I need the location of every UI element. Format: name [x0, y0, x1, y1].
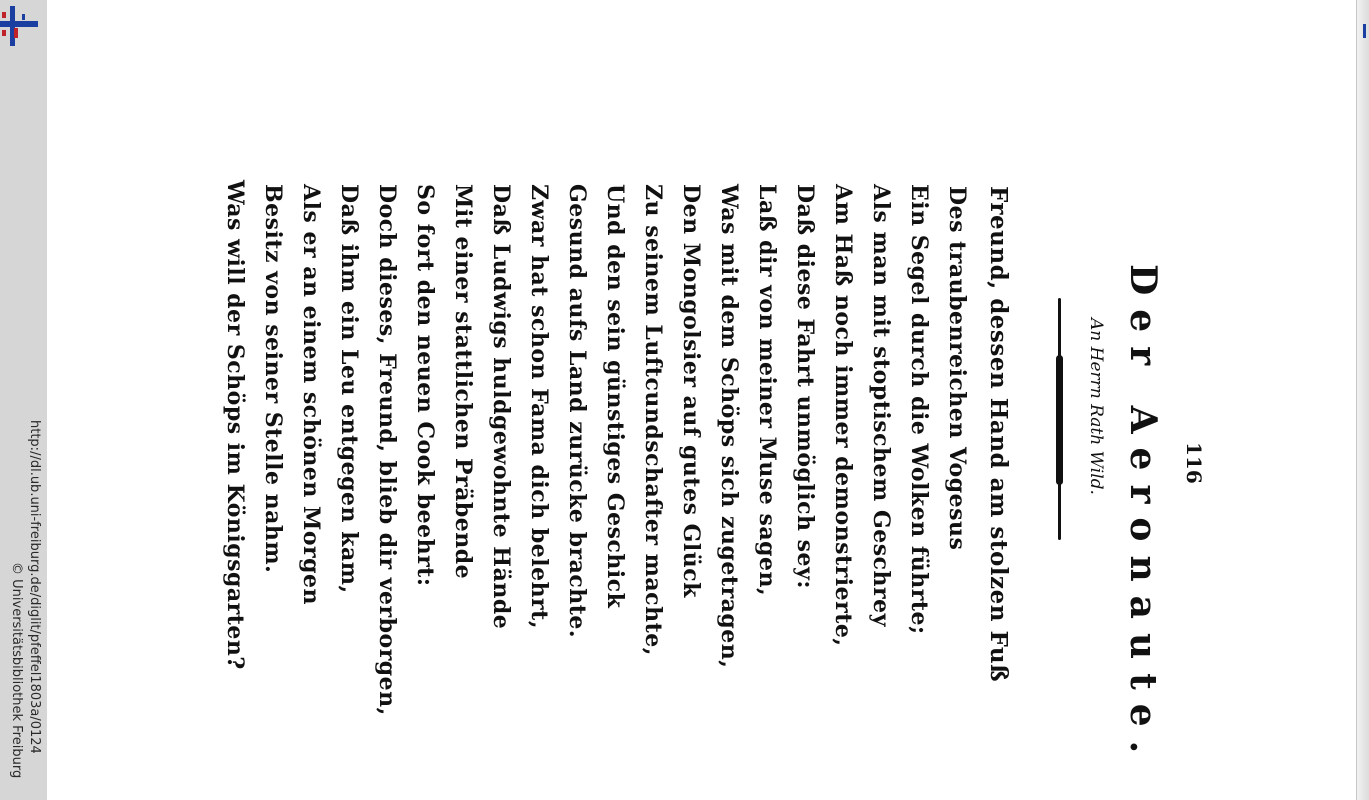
verse-line: Besitz von seiner Stelle nahm.: [260, 184, 286, 574]
verse-line: Gesund aufs Land zurücke brachte.: [564, 184, 590, 639]
verse-line: Doch dieses, Freund, blieb dir verborgen,: [374, 184, 400, 716]
verse-line: Zwar hat schon Fama dich belehrt,: [526, 184, 552, 629]
poem-dedication: An Herrn Rath Wild.: [1086, 318, 1106, 495]
verse-line: So fort den neuen Cook beehrt:: [412, 184, 438, 587]
verse-line: Zu seinem Luftcundschafter machte,: [640, 184, 666, 656]
verse-line: Ein Segel durch die Wolken führte;: [906, 184, 932, 635]
verse-line: Mit einer stattlichen Präbende: [450, 184, 476, 580]
verse-line: Was mit dem Schöps sich zugetragen,: [716, 184, 742, 669]
verse-line: Daß ihm ein Leu entgegen kam,: [336, 184, 362, 594]
poem-title: Der Aeronaute.: [1122, 264, 1164, 768]
verse-line: Daß diese Fahrt unmöglich sey:: [792, 184, 818, 589]
verse-line: Den Mongolsier auf gutes Glück: [678, 184, 704, 598]
verse-line: Als man mit stoptischem Geschrey: [868, 184, 894, 627]
verse-line: Freund, dessen Hand am stolzen Fuß: [985, 186, 1012, 683]
verse-line: Als er an einem schönen Morgen: [298, 184, 324, 606]
verse-line: Am Haß noch immer demonstrierte,: [830, 184, 856, 647]
copyright-notice: © Universitätsbibliothek Freiburg: [9, 562, 24, 779]
page-number: 116: [1182, 442, 1206, 484]
verse-line: Und den sein günstiges Geschick: [602, 184, 628, 609]
source-url[interactable]: http://dl.ub.uni-freiburg.de/diglit/pfeffel1803a/0124: [27, 420, 42, 754]
verse-line: Was will der Schöps im Königsgarten?: [222, 180, 248, 670]
verse-line: Des traubenreichen Vogesus: [944, 186, 970, 551]
title-rule-ornament: [1056, 355, 1063, 485]
verse-line: Laß dir von meiner Muse sagen,: [754, 184, 780, 597]
verse-line: Daß Ludwigs huldgewohnte Hände: [488, 184, 514, 630]
